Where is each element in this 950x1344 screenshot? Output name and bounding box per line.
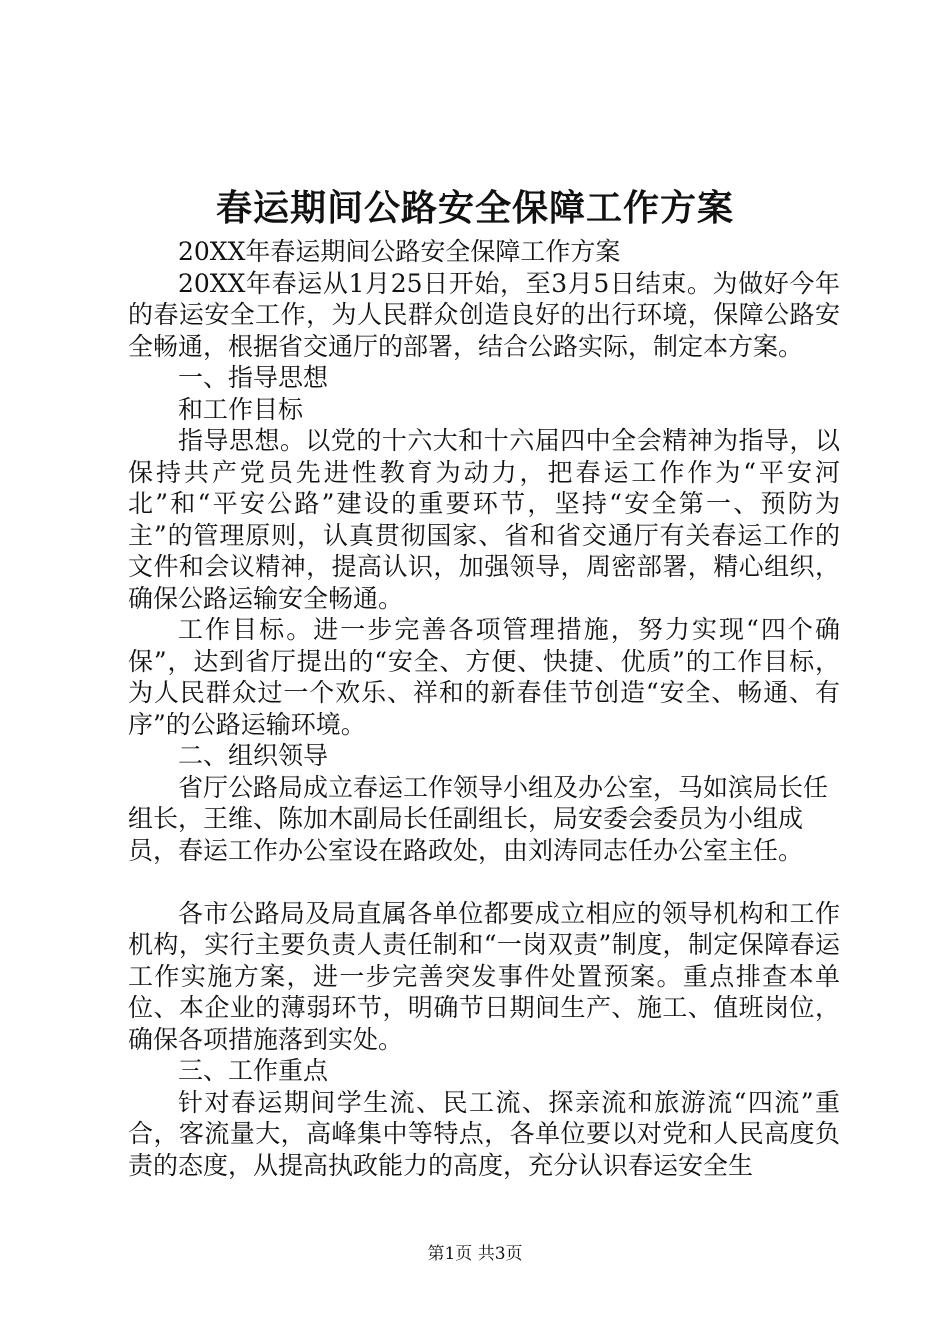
document-body	[128, 236, 840, 1181]
paragraph-leadership-group: 省厅公路局成立春运工作领导小组及办公室，马如滨局长任组长，王维、陈加木副局长任副组长，局安委会委员为小组成员，春运工作办公室设在路政处，由刘涛同志任办公室主任。	[128, 772, 829, 865]
blank-line	[128, 866, 840, 898]
document-title: 春运期间公路安全保障工作方案	[215, 187, 734, 229]
section-heading-2: 二、组织领导	[178, 741, 329, 770]
paragraph-work-focus: 针对春运期间学生流、民工流、探亲流和旅游流“四流”重合，客流量大，高峰集中等特点，各单位要以对党和人民高度负责的态度，从提高执政能力的高度，充分认识春运安全生	[128, 1087, 840, 1180]
section-heading-1-continued: 和工作目标	[178, 394, 304, 424]
paragraph-work-goal: 工作目标。进一步完善各项管理措施，努力实现“四个确保”，达到省厅提出的“安全、方便、快捷、优质”的工作目标，为人民群众过一个欢乐、祥和的新春佳节创造“安全、畅通、有序”的公路运输环境。	[128, 615, 840, 739]
paragraph-subtitle: 20XX年春运期间公路安全保障工作方案	[178, 237, 621, 266]
section-heading-1: 一、指导思想	[178, 363, 329, 392]
paragraph-intro: 20XX年春运从1月25日开始，至3月5日结束。为做好今年的春运安全工作，为人民群众创造良好的出行环境，保障公路安全畅通，根据省交通厅的部署，结合公路实际，制定本方案。	[128, 268, 840, 361]
section-heading-3: 三、工作重点	[178, 1056, 329, 1085]
paragraph-guiding-ideology: 指导思想。以党的十六大和十六届四中全会精神为指导，以保持共产党员先进性教育为动力，把春运工作作为“平安河北”和“平安公路”建设的重要环节，坚持“安全第一、预防为主”的管理原则，认真贯彻国家、省和省交通厅有关春运工作的文件和会议精神，提高认识，加强领导，周密部署，精心组织，确保公路运输安全畅通。	[128, 426, 840, 613]
paragraph-local-bureaus: 各市公路局及局直属各单位都要成立相应的领导机构和工作机构，实行主要负责人责任制和“一岗双责”制度，制定保障春运工作实施方案，进一步完善突发事件处置预案。重点排查本单位、本企业的薄弱环节，明确节日期间生产、施工、值班岗位，确保各项措施落到实处。	[128, 898, 840, 1054]
page-number-footer: 第1页 共3页	[427, 1244, 523, 1264]
